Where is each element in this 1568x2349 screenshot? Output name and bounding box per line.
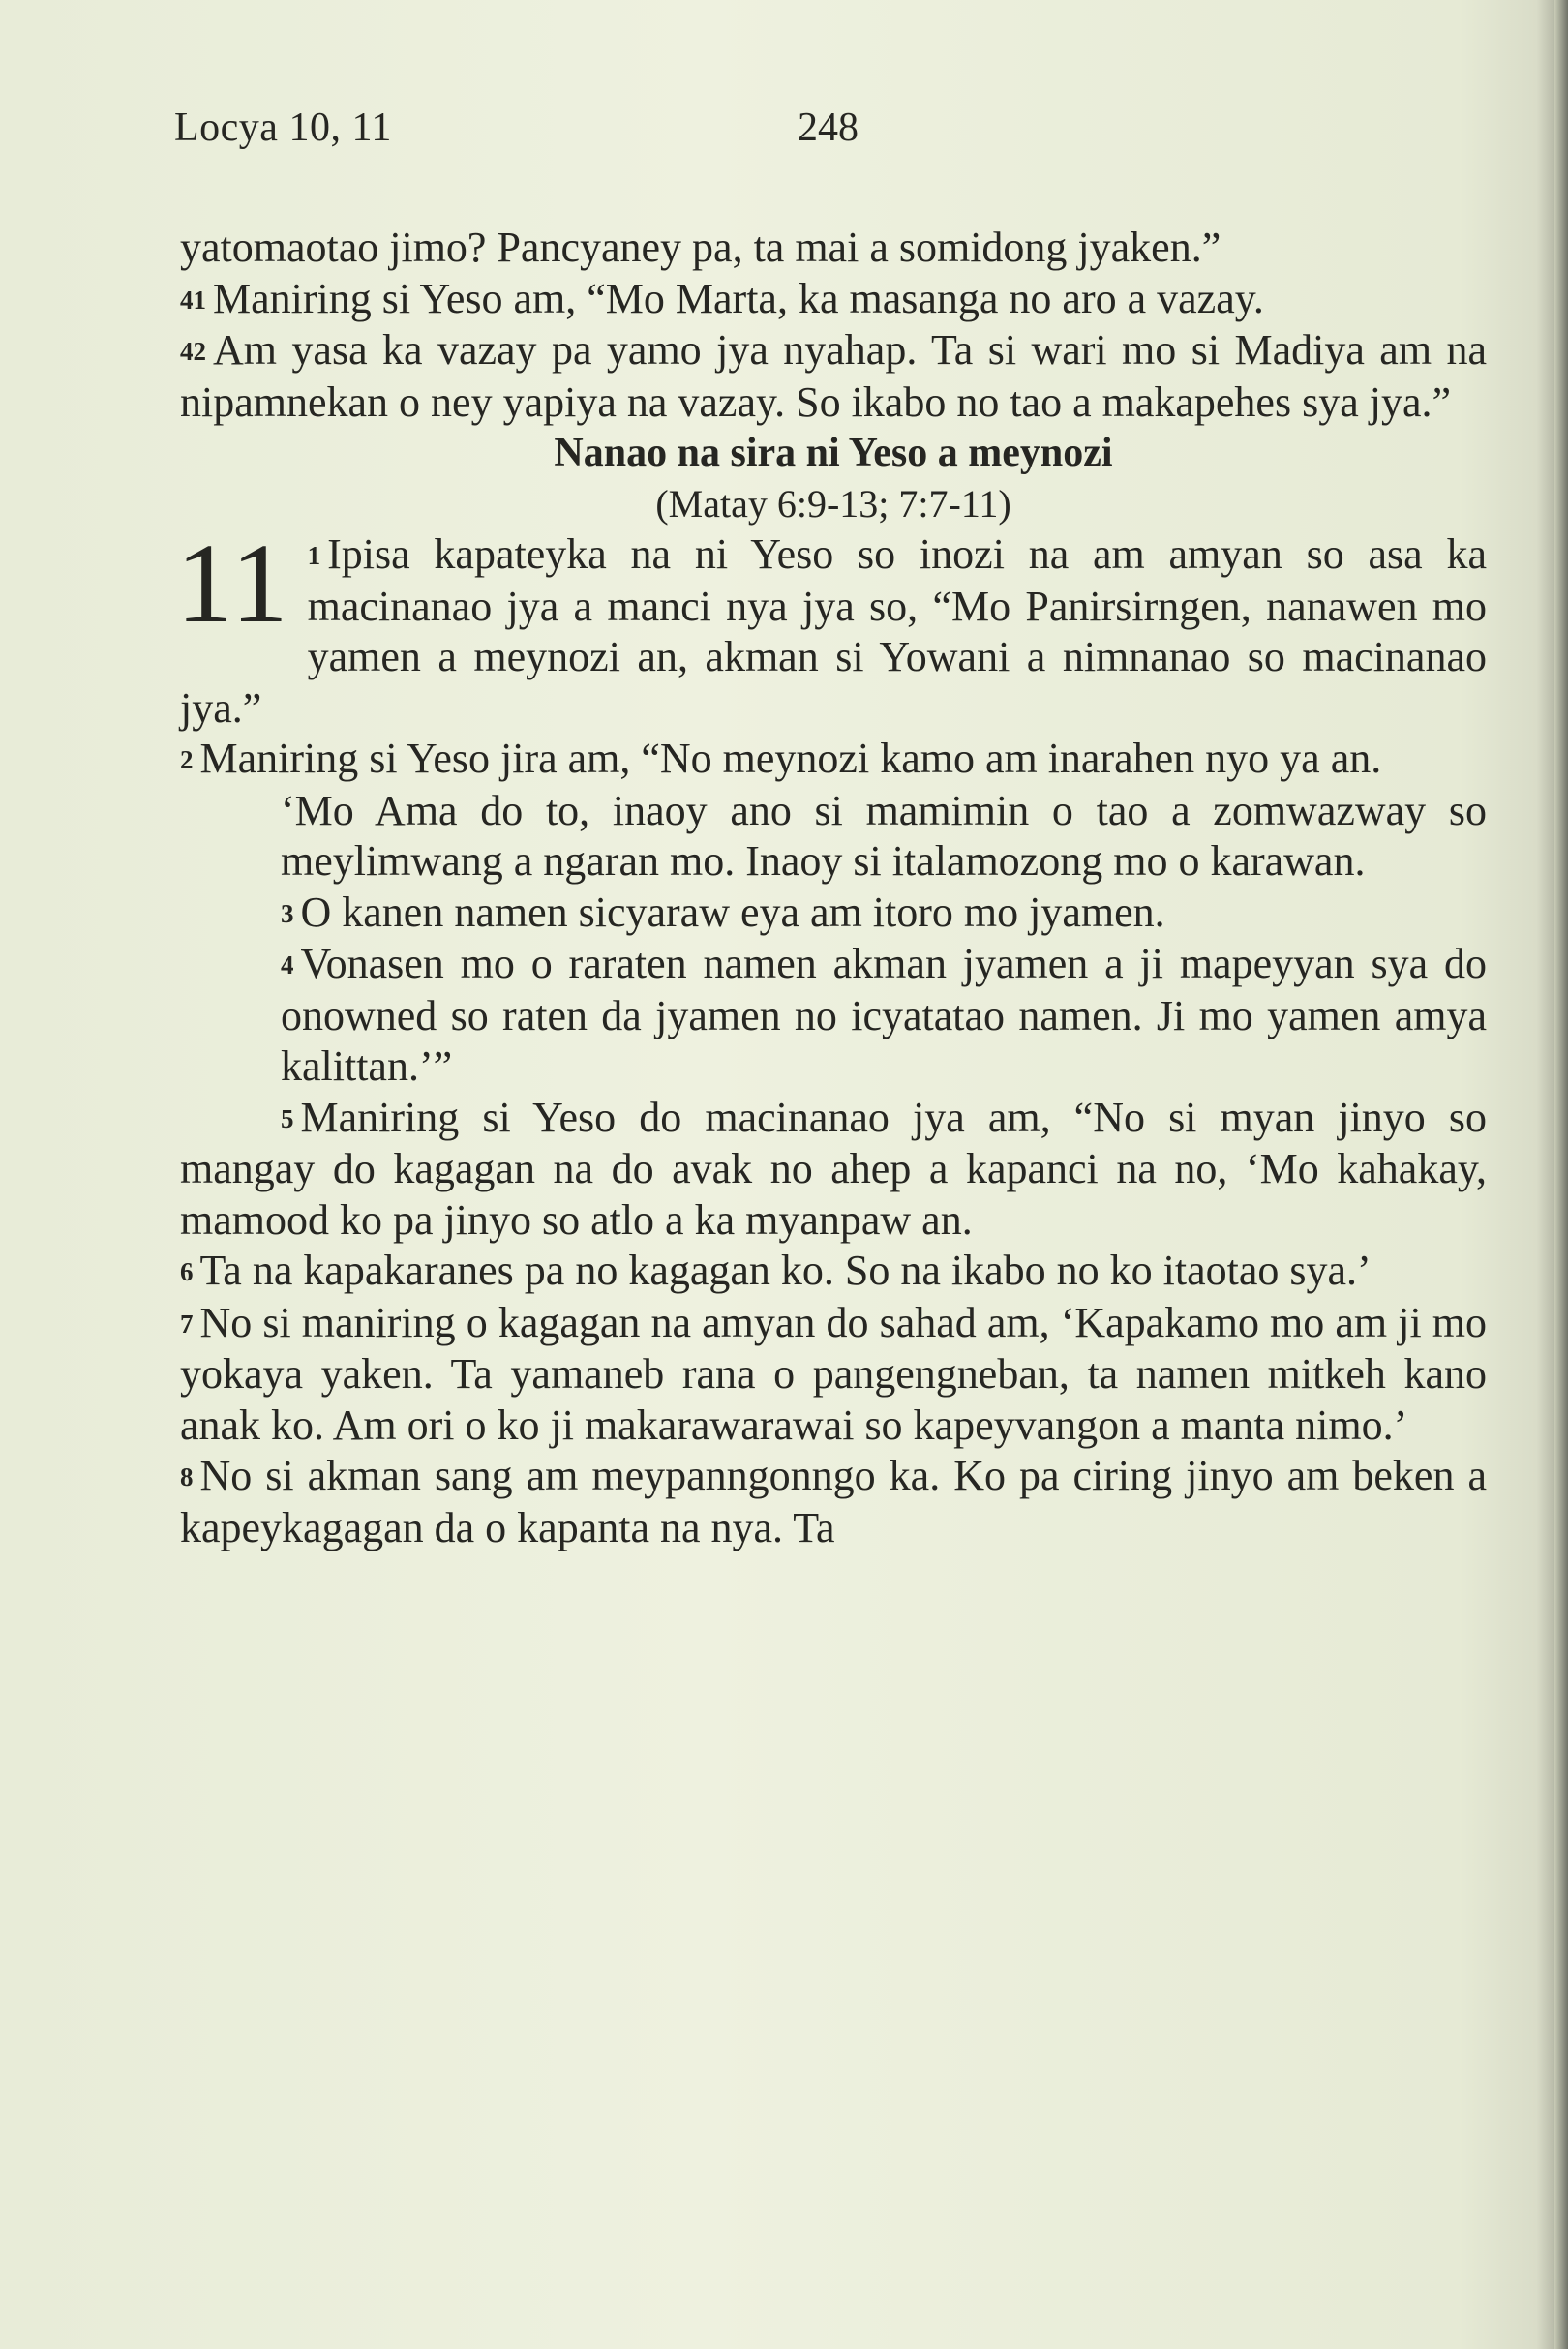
verse-5 (180, 1093, 1487, 1247)
verse-number: 6 (180, 1257, 194, 1286)
verse-text: No si akman sang am meypanngonngo ka. Ko pa ciring jinyo am beken a kapeykagagan da o kapanta na nya. Ta (180, 1452, 1487, 1551)
verse-text: yatomaotao jimo? Pancyaney pa, ta mai a somidong jyaken.” (180, 224, 1221, 271)
verse-number: 8 (180, 1462, 194, 1491)
verse-number: 42 (180, 337, 206, 366)
verse-number: 3 (281, 898, 294, 928)
chapter-11-opening (176, 520, 1487, 734)
page-edge (1554, 0, 1568, 2349)
verse-text: Ta na kapakaranes pa no kagagan ko. So na ikabo no ko itaotao sya.’ (199, 1247, 1372, 1294)
verse-8 (180, 1451, 1487, 1553)
verse-text: Ipisa kapateyka na ni Yeso so inozi na am amyan so asa ka macinanao jya a manci nya jya so, “Mo Panirsirngen, nanawen mo yamen a meynozi an, akman si Yowani a nimnanao so macinanao jya.” (180, 530, 1487, 732)
verse-text: Maniring si Yeso jira am, “No meynozi kamo am inarahen nyo ya an. (199, 735, 1382, 782)
verse-text: Maniring si Yeso am, “Mo Marta, ka masanga no aro a vazay. (213, 274, 1264, 322)
verse-text: Vonasen mo o raraten namen akman jyamen a ji mapeyyan sya do onowned so raten da jyamen no icyatatao namen. Ji mo yamen amya kalittan.’” (281, 940, 1487, 1090)
body-text (176, 223, 1487, 1553)
verse-text: O kanen namen sicyaraw eya am itoro mo jyamen. (300, 888, 1165, 936)
section-reference: (Matay 6:9-13; 7:7-11) (655, 481, 1011, 526)
verse-3 (180, 888, 1487, 940)
verse-text: Am yasa ka vazay pa yamo jya nyahap. Ta si wari mo si Madiya am na nipamnekan o ney yapiya na vazay. So ikabo no tao a makapehes sya jya.” (180, 326, 1487, 426)
verse-number: 4 (281, 950, 294, 979)
chapter-number: 11 (176, 520, 290, 647)
verse-text: Maniring si Yeso do macinanao jya am, “No si myan jinyo so mangay do kagagan na do avak no ahep a kapanci na no, ‘Mo kahakay, mamood ko pa jinyo so atlo a ka myanpaw an. (180, 1093, 1487, 1244)
verse-number: 41 (180, 285, 206, 315)
verse-4 (180, 939, 1487, 1093)
verse-40-continued (180, 223, 1487, 274)
running-head: Locya 10, 11 (174, 105, 392, 150)
verse-number: 7 (180, 1309, 194, 1339)
verse-41 (180, 274, 1487, 326)
prayer-line (180, 786, 1487, 888)
verse-6 (180, 1246, 1487, 1298)
verse-number: 2 (180, 745, 194, 774)
verse-text: No si maniring o kagagan na amyan do sahad am, ‘Kapakamo mo am ji mo yokaya yaken. Ta yamaneb rana o pangengneban, ta namen mitkeh kano anak ko. Am ori o ko ji makarawarawai so kapeyvangon a manta nimo.’ (180, 1298, 1487, 1449)
verse-number: 1 (307, 541, 321, 570)
verse-42 (180, 325, 1487, 428)
section-heading: Nanao na sira ni Yeso a meynozi (554, 431, 1113, 475)
verse-7 (180, 1298, 1487, 1452)
verse-2 (180, 734, 1487, 786)
verse-number: 5 (281, 1103, 294, 1133)
page-number: 248 (798, 105, 859, 150)
verse-text: ‘Mo Ama do to, inaoy ano si mamimin o tao a zomwazway so meylimwang a ngaran mo. Inaoy si italamozong mo o karawan. (281, 786, 1487, 885)
